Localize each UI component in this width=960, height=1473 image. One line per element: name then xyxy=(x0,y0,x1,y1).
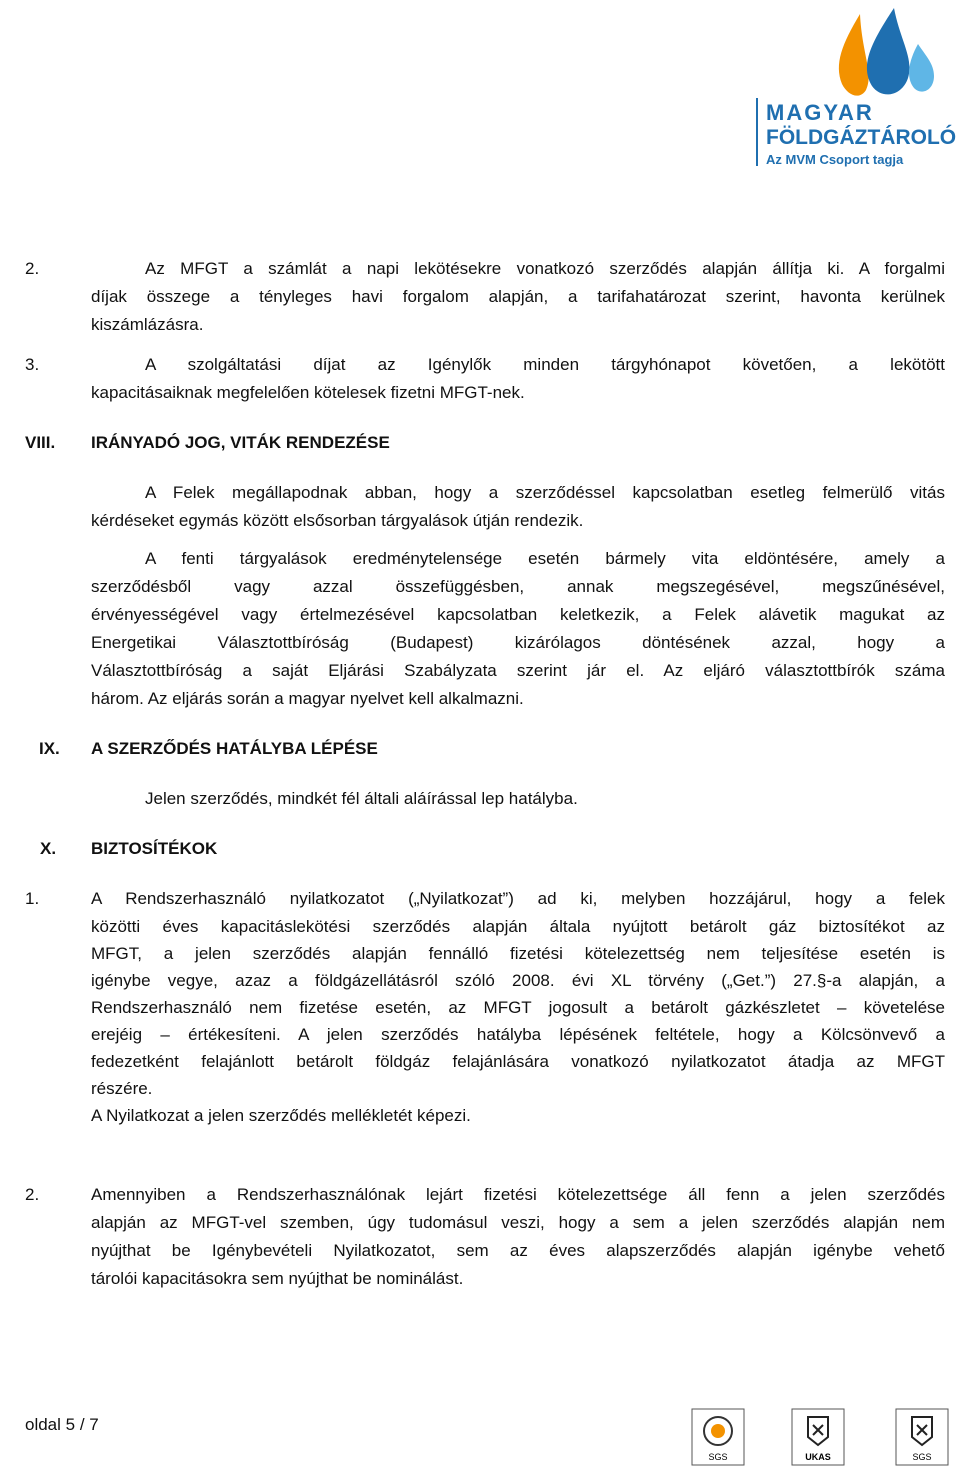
section-title: IRÁNYADÓ JOG, VITÁK RENDEZÉSE xyxy=(91,433,390,452)
logo-divider xyxy=(756,98,758,166)
logo-tagline: Az MVM Csoport tagja xyxy=(766,152,904,167)
paragraph-line: erejéig – értékesíteni. A jelen szerződés hatályba lépésének feltétele, hogy a Kölcsönvevő a xyxy=(91,1025,945,1044)
company-logo xyxy=(742,4,957,169)
paragraph-line: részére. xyxy=(91,1079,153,1098)
paragraph-line: Választottbíróság a saját Eljárási Szabályzata szerint jár el. Az eljáró választottbírók száma xyxy=(91,661,945,680)
paragraph-line: közötti éves kapacitáslekötési szerződés alapján általa nyújtott betárolt gáz biztosítékot az xyxy=(91,917,945,936)
paragraph-line: Energetikai Választottbíróság (Budapest) kizárólagos döntésének azzal, hogy a xyxy=(91,633,945,652)
flame-icon-blue xyxy=(867,8,910,94)
section-title: BIZTOSÍTÉKOK xyxy=(91,839,218,858)
cert-label: SGS xyxy=(912,1452,932,1462)
page-number: oldal 5 / 7 xyxy=(25,1415,99,1434)
item-number: 2. xyxy=(25,1185,40,1204)
item-number: 2. xyxy=(25,259,40,278)
paragraph-line: A Felek megállapodnak abban, hogy a szerződéssel kapcsolatban esetleg felmerülő vitás xyxy=(145,483,945,502)
paragraph-line: kérdéseket egymás között elsősorban tárgyalások útján rendezik. xyxy=(91,511,584,530)
item-number: 3. xyxy=(25,355,40,374)
section-number: IX. xyxy=(39,739,60,758)
paragraph-line: kiszámlázásra. xyxy=(91,315,204,334)
certification-badges xyxy=(690,1407,952,1467)
paragraph-line: MFGT, a jelen szerződés alapján fennálló fizetési kötelezettség nem teljesítése esetén is xyxy=(91,944,945,963)
section-number: VIII. xyxy=(25,433,56,452)
paragraph-line: Rendszerhasználó nem fizetése esetén, az MFGT jogosult a betárolt gázkészletet – követelése xyxy=(91,998,945,1017)
paragraph-line: Az MFGT a számlát a napi lekötésekre vonatkozó szerződés alapján állítja ki. A forgalmi xyxy=(145,259,945,278)
paragraph-line: díjak összege a tényleges havi forgalom alapján, a tarifahatározat szerint, havonta kerülnek xyxy=(91,287,945,306)
logo-line2: FÖLDGÁZTÁROLÓ xyxy=(766,126,957,149)
paragraph-line: nyújthat be Igénybevételi Nyilatkozatot, sem az éves alapszerződés alapján igénybe vehető xyxy=(91,1241,945,1260)
paragraph-line: három. Az eljárás során a magyar nyelvet kell alkalmazni. xyxy=(91,689,524,708)
paragraph-line: tárolói kapacitásokra sem nyújthat be nominálást. xyxy=(91,1269,464,1288)
paragraph-line: A szolgáltatási díjat az Igénylők minden tárgyhónapot követően, a lekötött xyxy=(145,355,945,374)
sgs-cert-badge-1 xyxy=(692,1409,744,1465)
flame-icon-orange xyxy=(839,14,869,96)
paragraph-line: szerződésből vagy azzal összefüggésben, annak megszegésével, megszűnésével, xyxy=(91,577,945,596)
paragraph-line: A fenti tárgyalások eredménytelensége esetén bármely vita eldöntésére, amely a xyxy=(145,549,945,568)
flame-icon-lightblue xyxy=(909,44,934,92)
item-number: 1. xyxy=(25,889,40,908)
paragraph-line: A Rendszerhasználó nyilatkozatot („Nyilatkozat”) ad ki, melyben hozzájárul, hogy a felek xyxy=(91,889,945,908)
paragraph-line: Amennyiben a Rendszerhasználónak lejárt fizetési kötelezettsége áll fenn a jelen szerződés xyxy=(91,1185,945,1204)
section-number: X. xyxy=(40,839,57,858)
paragraph-line: érvényességével vagy értelmezésével kapcsolatban keletkezik, a Felek alávetik magukat az xyxy=(91,605,945,624)
cert-label: SGS xyxy=(708,1452,728,1462)
paragraph-line: kapacitásaiknak megfelelően kötelesek fizetni MFGT-nek. xyxy=(91,383,525,402)
cert-label: UKAS xyxy=(805,1452,831,1462)
paragraph-line: A Nyilatkozat a jelen szerződés mellékletét képezi. xyxy=(91,1106,471,1125)
logo-line1: MAGYAR xyxy=(766,100,874,125)
ukas-cert-badge xyxy=(792,1409,844,1465)
section-title: A SZERZŐDÉS HATÁLYBA LÉPÉSE xyxy=(91,739,378,758)
paragraph-line: fedezetként felajánlott betárolt földgáz felajánlására vonatkozó nyilatkozatot átadja az MFGT xyxy=(91,1052,945,1071)
sgs-cert-badge-2 xyxy=(896,1409,948,1465)
paragraph-line: alapján az MFGT-vel szemben, úgy tudomásul veszi, hogy a sem a jelen szerződés alapján nem xyxy=(91,1213,945,1232)
paragraph-line: Jelen szerződés, mindkét fél általi aláírással lep hatályba. xyxy=(145,789,578,808)
paragraph-line: igénybe vegye, azaz a földgázellátásról szóló 2008. évi XL törvény („Get.”) 27.§-a alapján, a xyxy=(91,971,945,990)
